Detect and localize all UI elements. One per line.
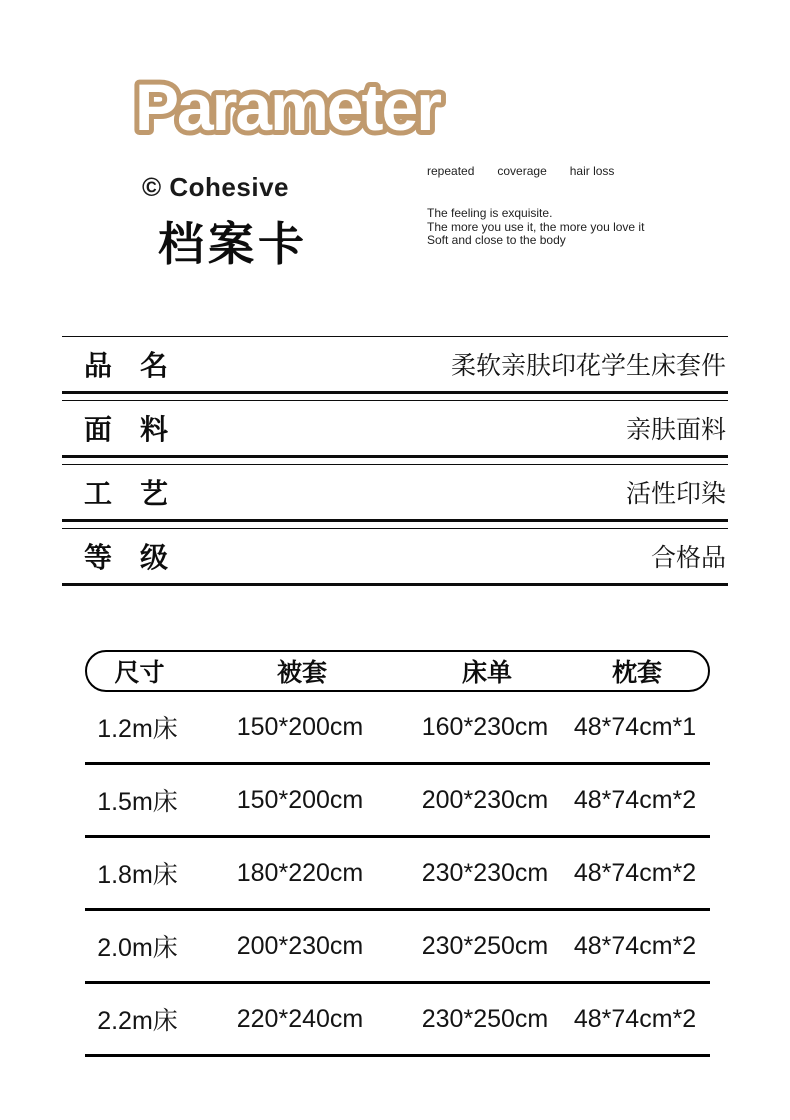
cell-pillowcase: 48*74cm*1 bbox=[573, 712, 697, 741]
cell-duvet-cover: 220*240cm bbox=[236, 1004, 364, 1033]
spec-row-craft bbox=[62, 464, 728, 522]
spec-label: 工 艺 bbox=[84, 478, 169, 509]
cell-size: 1.8m床 bbox=[97, 861, 178, 889]
cell-pillowcase: 48*74cm*2 bbox=[573, 1004, 697, 1033]
column-header-pillowcase: 枕套 bbox=[611, 659, 662, 687]
cell-pillowcase: 48*74cm*2 bbox=[573, 858, 697, 887]
tagline-line: The more you use it, the more you love it bbox=[427, 219, 645, 234]
table-row bbox=[85, 984, 710, 1057]
cell-bed-sheet: 200*230cm bbox=[421, 785, 549, 814]
feature-tags bbox=[427, 164, 667, 178]
cell-bed-sheet: 230*250cm bbox=[421, 931, 549, 960]
header-right-block bbox=[427, 164, 667, 248]
table-row bbox=[85, 692, 710, 765]
cell-duvet-cover: 180*220cm bbox=[236, 858, 364, 887]
table-row bbox=[85, 765, 710, 838]
spec-label: 面 料 bbox=[84, 414, 169, 445]
tagline-line: Soft and close to the body bbox=[427, 233, 566, 247]
spec-label: 等 级 bbox=[84, 542, 169, 573]
cell-bed-sheet: 230*250cm bbox=[421, 1004, 549, 1033]
cell-bed-sheet: 230*230cm bbox=[421, 858, 549, 887]
feature-tag: coverage bbox=[497, 164, 547, 178]
wordmark-text: Parameter bbox=[135, 70, 440, 144]
spec-value: 合格品 bbox=[650, 544, 726, 572]
spec-value: 活性印染 bbox=[625, 480, 726, 508]
card-title: 档案卡 bbox=[158, 218, 308, 270]
cell-size: 1.5m床 bbox=[97, 788, 178, 816]
spec-value: 亲肤面料 bbox=[625, 416, 726, 444]
table-row bbox=[85, 838, 710, 911]
size-table bbox=[85, 650, 710, 1057]
table-row bbox=[85, 911, 710, 984]
cell-pillowcase: 48*74cm*2 bbox=[573, 931, 697, 960]
cell-duvet-cover: 200*230cm bbox=[236, 931, 364, 960]
tagline-line: The feeling is exquisite. bbox=[427, 206, 553, 220]
column-header-size: 尺寸 bbox=[114, 659, 165, 687]
cell-size: 1.2m床 bbox=[97, 715, 178, 743]
cell-duvet-cover: 150*200cm bbox=[236, 712, 364, 741]
wordmark-container bbox=[130, 62, 520, 159]
cell-size: 2.0m床 bbox=[97, 934, 178, 962]
spec-value: 柔软亲肤印花学生床套件 bbox=[450, 352, 726, 380]
feature-tag: hair loss bbox=[569, 164, 615, 178]
spec-list bbox=[62, 336, 728, 592]
brand-name: © Cohesive bbox=[142, 172, 289, 202]
cell-bed-sheet: 160*230cm bbox=[421, 712, 549, 741]
column-header-duvet-cover: 被套 bbox=[276, 659, 327, 687]
spec-row-fabric bbox=[62, 400, 728, 458]
spec-row-grade bbox=[62, 528, 728, 586]
spec-row-product-name bbox=[62, 336, 728, 394]
feature-tag: repeated bbox=[427, 164, 475, 178]
cell-size: 2.2m床 bbox=[97, 1007, 178, 1035]
parameter-wordmark bbox=[130, 62, 520, 154]
cell-duvet-cover: 150*200cm bbox=[236, 785, 364, 814]
tagline bbox=[427, 207, 667, 248]
cell-pillowcase: 48*74cm*2 bbox=[573, 785, 697, 814]
spec-label: 品 名 bbox=[84, 350, 169, 381]
column-header-bed-sheet: 床单 bbox=[461, 659, 512, 687]
size-table-header bbox=[85, 650, 710, 692]
